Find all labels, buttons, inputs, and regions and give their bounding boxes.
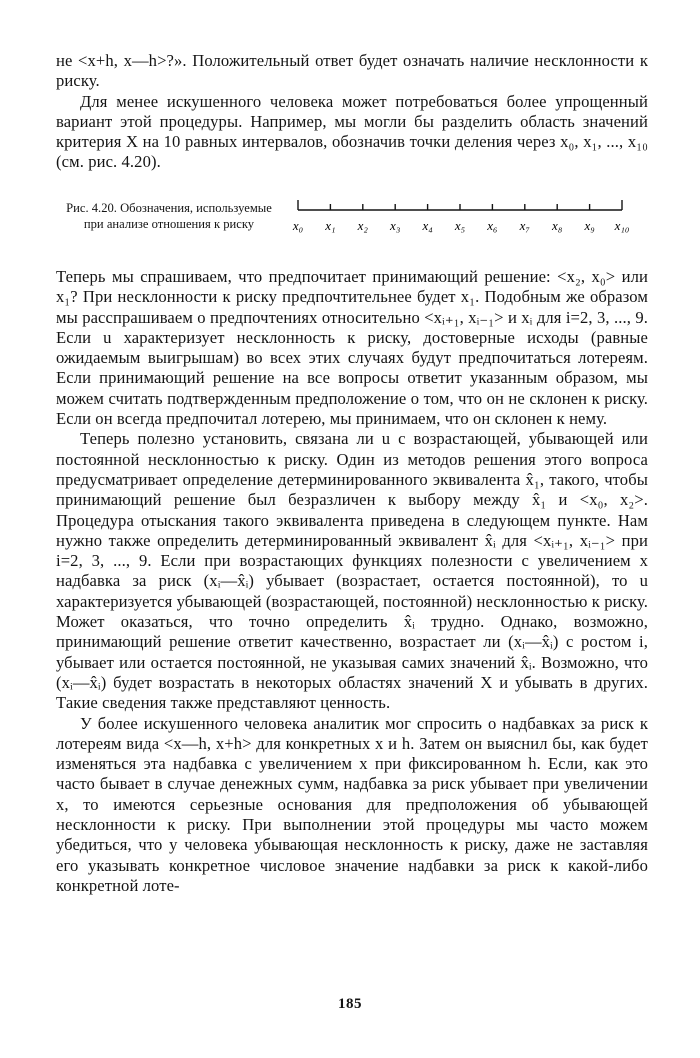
scale-tick-label: x₇	[519, 218, 530, 233]
page-number-row	[0, 996, 700, 1013]
paragraph: Теперь полезно установить, связана ли u с возрастающей, убывающей или постоянной несклонностью к риску. Один из методов решения этого вопроса предусматривает определение детерминированного эквивалента x̂₁, такого, чтобы принимающий решение был безразличен к выбору между x̂₁ и <x₀, x₂>. Процедура отыскания такого эквивалента приведена в следующем пункте. Нам нужно также определить детерминированный эквивалент x̂ᵢ для <xᵢ₊₁, xᵢ₋₁> при i=2, 3, ..., 9. Если при возрастающих функциях полезности с увеличением x надбавка за риск (xᵢ—x̂ᵢ) убывает (возрастает, остается постоянной), то u характеризуется убывающей (возрастающей, постоянной) несклонностью к риску. Может оказаться, что точно определить x̂ᵢ трудно. Однако, возможно, принимающий решение ответит качественно, возрастает ли (xᵢ—x̂ᵢ) с ростом i, убывает или остается постоянной, не указывая самих значений x̂ᵢ. Возможно, что (xᵢ—x̂ᵢ) будет возрастать в некоторых областях значений X и убывать в других. Такие сведения также представляют ценность.	[56, 429, 648, 713]
scale-tick-label: x₂	[357, 218, 368, 233]
figure-4-20	[56, 196, 656, 256]
scale-tick-label: x₉	[584, 218, 595, 233]
scale-ticks	[298, 200, 622, 210]
scale-tick-label: x₀	[292, 218, 304, 233]
scale-tick-label: x₈	[552, 218, 563, 233]
paragraph: Теперь мы спрашиваем, что предпочитает принимающий решение: <x₂, x₀> или x₁? При несклонности к риску предпочтительнее будет x₁. Подобным же образом мы расспрашиваем о предпочтениях относительно <xᵢ₊₁, xᵢ₋₁> и xᵢ для i=2, 3, ..., 9. Если u характеризует несклонность к риску, достоверные исходы (равные ожидаемым выигрышам) во всех этих случаях будут предпочитаться лотереям. Если принимающий решение на все вопросы ответит указанным образом, мы можем считать подтвержденным предположение о том, что он не склонен к риску. Если он всегда предпочитал лотерею, мы принимаем, что он склонен к нему.	[56, 267, 648, 429]
figure-caption: Рис. 4.20. Обозначения, используемые при анализе отношения к риску	[66, 201, 272, 231]
division-scale	[284, 196, 644, 246]
scale-tick-label: x₄	[422, 218, 433, 233]
scale-tick-label: x₅	[454, 218, 466, 233]
scale-labels	[292, 218, 630, 233]
text-block-bottom	[56, 267, 648, 896]
scale-tick-label: x₆	[487, 218, 498, 233]
paragraph: Для менее искушенного человека может потребоваться более упрощенный вариант этой процедуры. Например, мы могли бы разделить область значений критерия X на 10 равных интервалов, обозначив точки деления через x₀, x₁, ..., x₁₀ (см. рис. 4.20).	[56, 91, 648, 172]
page-number: 185	[338, 996, 362, 1012]
paragraph: не <x+h, x—h>?». Положительный ответ будет означать наличие несклонности к риску.	[56, 51, 648, 91]
scale-tick-label: x₁₀	[614, 218, 630, 233]
scale-tick-label: x₃	[390, 218, 401, 233]
scale-tick-label: x₁	[325, 218, 336, 233]
paragraph: У более искушенного человека аналитик мог спросить о надбавках за риск к лотереям вида <x—h, x+h> для конкретных x и h. Затем он выяснил бы, как будет изменяться эта надбавка с увеличением x при фиксированном h. Если, как это часто бывает в случае денежных сумм, надбавка за риск убывает при увеличении x, то имеются серьезные основания для предположения об убывающей несклонности к риску. При выполнении этой процедуры мы часто можем убедиться, что у человека убывающая несклонность к риску, даже не заставляя его указывать конкретное числовое значение надбавки за риск к какой-либо конкретной лоте-	[56, 713, 648, 895]
text-block-top	[56, 51, 648, 173]
